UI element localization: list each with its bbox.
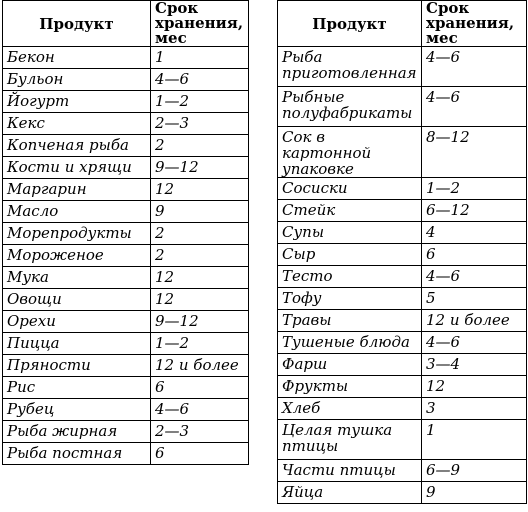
product-cell: Рыбные полуфабрикаты <box>278 87 422 127</box>
term-cell: 4—6 <box>422 87 527 127</box>
product-cell: Масло <box>3 201 151 223</box>
product-cell: Рыба постная <box>3 443 151 465</box>
product-cell: Мороженое <box>3 245 151 267</box>
product-cell: Бекон <box>3 47 151 69</box>
term-cell: 1 <box>422 420 527 460</box>
product-cell: Копченая рыба <box>3 135 151 157</box>
product-cell: Морепродукты <box>3 223 151 245</box>
table-row <box>278 310 527 332</box>
table-row <box>3 443 249 465</box>
storage-table-left <box>2 0 249 465</box>
term-cell: 4—6 <box>422 47 527 87</box>
table-row <box>3 201 249 223</box>
term-cell: 3 <box>422 398 527 420</box>
product-cell: Кекс <box>3 113 151 135</box>
table-row <box>3 421 249 443</box>
table-row <box>3 377 249 399</box>
term-header: Срок хранения, мес <box>422 1 527 47</box>
table-row <box>278 178 527 200</box>
table-row <box>278 47 527 87</box>
product-cell: Тофу <box>278 288 422 310</box>
table-row <box>278 398 527 420</box>
term-cell: 9—12 <box>151 311 249 333</box>
term-cell: 6—12 <box>422 200 527 222</box>
product-cell: Сосиски <box>278 178 422 200</box>
term-cell: 2 <box>151 223 249 245</box>
table-row <box>3 135 249 157</box>
product-cell: Йогурт <box>3 91 151 113</box>
storage-table-right <box>277 0 527 504</box>
table-row <box>278 288 527 310</box>
term-cell: 4—6 <box>151 399 249 421</box>
header-row <box>3 1 249 47</box>
term-cell: 6 <box>422 244 527 266</box>
product-cell: Фрукты <box>278 376 422 398</box>
term-cell: 4—6 <box>151 69 249 91</box>
product-cell: Рубец <box>3 399 151 421</box>
term-cell: 1—2 <box>151 333 249 355</box>
term-cell: 3—4 <box>422 354 527 376</box>
product-cell: Стейк <box>278 200 422 222</box>
term-cell: 12 и более <box>151 355 249 377</box>
term-cell: 2 <box>151 135 249 157</box>
table-row <box>3 223 249 245</box>
table-row <box>278 127 527 178</box>
table-row <box>278 200 527 222</box>
term-cell: 1 <box>151 47 249 69</box>
product-cell: Супы <box>278 222 422 244</box>
product-cell: Сыр <box>278 244 422 266</box>
table-row <box>278 482 527 504</box>
table-row <box>3 47 249 69</box>
product-cell: Орехи <box>3 311 151 333</box>
term-cell: 8—12 <box>422 127 527 178</box>
table-row <box>278 87 527 127</box>
term-cell: 6 <box>151 377 249 399</box>
product-cell: Пицца <box>3 333 151 355</box>
product-header: Продукт <box>3 1 151 47</box>
term-cell: 5 <box>422 288 527 310</box>
product-cell: Фарш <box>278 354 422 376</box>
table-row <box>3 113 249 135</box>
table-row <box>3 289 249 311</box>
product-cell: Кости и хрящи <box>3 157 151 179</box>
table-row <box>278 420 527 460</box>
table-row <box>278 460 527 482</box>
product-header: Продукт <box>278 1 422 47</box>
product-cell: Пряности <box>3 355 151 377</box>
product-cell: Сок в картонной упаковке <box>278 127 422 178</box>
table-row <box>3 245 249 267</box>
term-cell: 4 <box>422 222 527 244</box>
term-header: Срок хранения, мес <box>151 1 249 47</box>
term-cell: 4—6 <box>422 332 527 354</box>
product-cell: Бульон <box>3 69 151 91</box>
table-row <box>3 333 249 355</box>
table-row <box>278 332 527 354</box>
header-row <box>278 1 527 47</box>
product-cell: Целая тушка птицы <box>278 420 422 460</box>
term-cell: 1—2 <box>422 178 527 200</box>
product-cell: Овощи <box>3 289 151 311</box>
table-row <box>3 267 249 289</box>
product-cell: Тушеные блюда <box>278 332 422 354</box>
term-cell: 12 <box>422 376 527 398</box>
term-cell: 1—2 <box>151 91 249 113</box>
product-cell: Рис <box>3 377 151 399</box>
term-cell: 12 <box>151 267 249 289</box>
term-cell: 2 <box>151 245 249 267</box>
product-cell: Рыба приготовленная <box>278 47 422 87</box>
table-row <box>3 179 249 201</box>
table-row <box>278 266 527 288</box>
product-cell: Маргарин <box>3 179 151 201</box>
term-cell: 9 <box>151 201 249 223</box>
product-cell: Рыба жирная <box>3 421 151 443</box>
product-cell: Яйца <box>278 482 422 504</box>
table-row <box>3 69 249 91</box>
table-row <box>3 311 249 333</box>
term-cell: 12 и более <box>422 310 527 332</box>
term-cell: 9 <box>422 482 527 504</box>
term-cell: 2—3 <box>151 421 249 443</box>
table-row <box>278 376 527 398</box>
term-cell: 6 <box>151 443 249 465</box>
product-cell: Хлеб <box>278 398 422 420</box>
term-cell: 6—9 <box>422 460 527 482</box>
table-row <box>278 244 527 266</box>
table-row <box>3 91 249 113</box>
term-cell: 12 <box>151 289 249 311</box>
table-row <box>3 355 249 377</box>
term-cell: 4—6 <box>422 266 527 288</box>
table-row <box>278 354 527 376</box>
term-cell: 9—12 <box>151 157 249 179</box>
table-row <box>3 157 249 179</box>
term-cell: 12 <box>151 179 249 201</box>
product-cell: Травы <box>278 310 422 332</box>
product-cell: Части птицы <box>278 460 422 482</box>
product-cell: Мука <box>3 267 151 289</box>
term-cell: 2—3 <box>151 113 249 135</box>
product-cell: Тесто <box>278 266 422 288</box>
table-row <box>3 399 249 421</box>
table-row <box>278 222 527 244</box>
